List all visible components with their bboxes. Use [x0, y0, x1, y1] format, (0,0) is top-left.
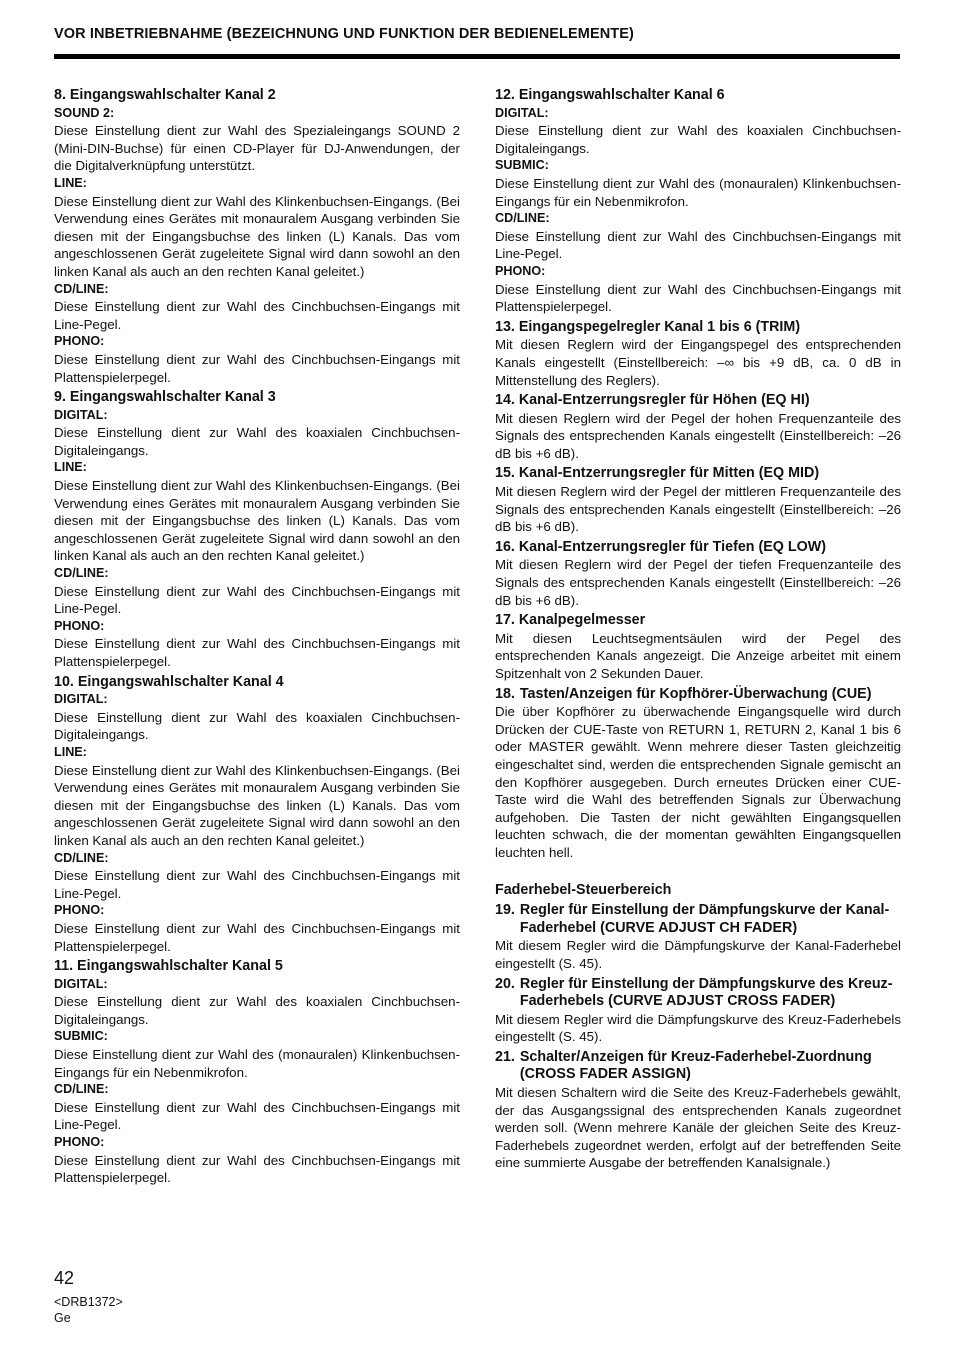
option-label: SUBMIC: [54, 1029, 108, 1044]
doc-code-text: <DRB1372> [54, 1295, 123, 1309]
option-text: Diese Einstellung dient zur Wahl des Cinchbuchsen-Eingangs mit Plattenspielerpegel. [495, 281, 901, 315]
section-title: 14. Kanal-Entzerrungsregler für Höhen (EQ HI) [495, 392, 810, 409]
option-text: Diese Einstellung dient zur Wahl des Klinkenbuchsen-Eingangs. (Bei Verwendung eines Gerätes mit monauralem Ausgang verbinden Sie diesen mit der Eingangsbuchse des linken (L) Kanals. Das vom angeschlossenen Gerät zugeleitete Signal wird dann sowohl an den linken Kanal als auch an den rechten Kanal geleitet.) [54, 762, 460, 848]
option-label: PHONO: [54, 334, 105, 349]
section-9 [54, 389, 460, 671]
section-21 [495, 1049, 901, 1172]
section-text: Mit diesen Leuchtsegmentsäulen wird der Pegel des entsprechenden Kanals angezeigt. Die Anzeige arbeitet mit einem Spitzenhalt von 2 Sekunden Dauer. [495, 630, 901, 681]
document-code [54, 1294, 123, 1326]
section-title [495, 976, 901, 1011]
option-label: PHONO: [54, 618, 105, 633]
option-label: SUBMIC: [495, 158, 549, 173]
option-text: Diese Einstellung dient zur Wahl des Cinchbuchsen-Eingangs mit Line-Pegel. [495, 228, 901, 262]
option-label: SOUND 2: [54, 105, 115, 120]
section-11 [54, 958, 460, 1187]
section-17 [495, 612, 901, 682]
section-title-text: Tasten/Anzeigen für Kopfhörer-Überwachung (CUE) [519, 685, 872, 702]
section-text: Mit diesem Regler wird die Dämpfungskurve des Kreuz-Faderhebels eingestellt (S. 45). [495, 1011, 901, 1045]
language-code: Ge [54, 1311, 71, 1325]
header-rule [54, 54, 900, 59]
option-text: Diese Einstellung dient zur Wahl des koaxialen Cinchbuchsen-Digitaleingangs. [54, 709, 460, 743]
option-label: CD/LINE: [54, 566, 109, 581]
group-title: Faderhebel-Steuerbereich [495, 881, 672, 898]
section-title: 13. Eingangspegelregler Kanal 1 bis 6 (TRIM) [495, 318, 801, 335]
option-text: Diese Einstellung dient zur Wahl des Klinkenbuchsen-Eingangs. (Bei Verwendung eines Gerätes mit monauralem Ausgang verbinden Sie diesen mit der Eingangsbuchse des linken (L) Kanals. Das vom angeschlossenen Gerät zugeleitete Signal wird dann sowohl an den linken Kanal als auch an den rechten Kanal geleitet.) [54, 193, 460, 279]
option-label: PHONO: [54, 903, 105, 918]
option-text: Diese Einstellung dient zur Wahl des Cinchbuchsen-Eingangs mit Plattenspielerpegel. [54, 920, 460, 954]
option-label: LINE: [54, 744, 87, 759]
section-title: 8. Eingangswahlschalter Kanal 2 [54, 87, 276, 103]
option-text: Diese Einstellung dient zur Wahl des koaxialen Cinchbuchsen-Digitaleingangs. [54, 994, 460, 1027]
section-number: 18. [495, 685, 515, 702]
section-14 [495, 392, 901, 462]
section-text: Mit diesen Reglern wird der Pegel der tiefen Frequenzanteile des Signals des entsprechenden Kanals eingestellt (Einstellbereich: –26 dB bis +6 dB). [495, 557, 901, 608]
page-header-title: VOR INBETRIEBNAHME (BEZEICHNUNG UND FUNKTION DER BEDIENELEMENTE) [54, 26, 634, 42]
option-label: PHONO: [495, 263, 546, 278]
section-title-text: Schalter/Anzeigen für Kreuz-Faderhebel-Zuordnung (CROSS FADER ASSIGN) [519, 1048, 872, 1083]
section-text: Die über Kopfhörer zu überwachende Eingangsquelle wird durch Drücken der CUE-Taste von RETURN 1, RETURN 2, Kanal 1 bis 6 oder MASTER gewählt. Wenn mehrere dieser Tasten gleichzeitig eingeschaltet sind, werden die entsprechenden Signale gemischt an den Kopfhörer ausgegeben. Durch erneutes Drücken einer CUE-Taste wird die Wahl des betreffenden Signals zur Überwachung aufgehoben. Die Tasten der nicht gewählten Eingangsquellen leuchten schwach, die der momentan gewählten Eingangsquellen leuchten hell. [495, 704, 901, 860]
section-8 [54, 87, 460, 386]
section-18 [495, 686, 901, 862]
section-text: Mit diesen Reglern wird der Pegel der hohen Frequenzanteile des Signals des entsprechenden Kanals eingestellt (Einstellbereich: –26 dB bis +6 dB). [495, 410, 901, 461]
section-title: 10. Eingangswahlschalter Kanal 4 [54, 673, 284, 690]
section-number: 20. [495, 975, 515, 992]
option-text: Diese Einstellung dient zur Wahl des koaxialen Cinchbuchsen-Digitaleingangs. [54, 425, 460, 458]
option-label: PHONO: [54, 1135, 105, 1150]
section-text: Mit diesen Reglern wird der Eingangspegel des entsprechenden Kanals eingestellt (Einstellbereich: –∞ bis +9 dB, ca. 0 dB in Mittenstellung des Reglers). [495, 337, 901, 388]
section-16 [495, 539, 901, 609]
section-title: 16. Kanal-Entzerrungsregler für Tiefen (EQ LOW) [495, 538, 826, 555]
option-label: DIGITAL: [54, 407, 108, 422]
option-text: Diese Einstellung dient zur Wahl des Cinchbuchsen-Eingangs mit Plattenspielerpegel. [54, 1152, 460, 1186]
option-label: CD/LINE: [495, 211, 550, 226]
option-label: DIGITAL: [54, 692, 108, 707]
section-title: 15. Kanal-Entzerrungsregler für Mitten (EQ MID) [495, 465, 820, 482]
option-label: CD/LINE: [54, 850, 109, 865]
section-title-text: Regler für Einstellung der Dämpfungskurve des Kreuz-Faderhebels (CURVE ADJUST CROSS FADER) [519, 975, 893, 1010]
option-label: CD/LINE: [54, 281, 109, 296]
section-title: 9. Eingangswahlschalter Kanal 3 [54, 389, 276, 406]
option-text: Diese Einstellung dient zur Wahl des Cinchbuchsen-Eingangs mit Line-Pegel. [54, 299, 460, 332]
section-title-text: Regler für Einstellung der Dämpfungskurve der Kanal-Faderhebel (CURVE ADJUST CH FADER) [519, 902, 890, 936]
option-label: LINE: [54, 460, 87, 475]
section-title [495, 902, 901, 937]
option-text: Diese Einstellung dient zur Wahl des Cinchbuchsen-Eingangs mit Line-Pegel. [54, 868, 460, 901]
section-text: Mit diesen Schaltern wird die Seite des Kreuz-Faderhebels gewählt, der das Ausgangssignal des entsprechenden Kanals zugeordnet werden soll. (Wenn mehrere Kanäle der gleichen Seite des Kreuz-Faderhebels zugeordnet werden, erfolgt auf der betreffenden Seite eine summierte Ausgabe der betreffenden Kanalsignale.) [495, 1085, 901, 1171]
section-text: Mit diesen Reglern wird der Pegel der mittleren Frequenzanteile des Signals des entsprechenden Kanals eingestellt (Einstellbereich: –26 dB bis +6 dB). [495, 484, 901, 535]
section-text: Mit diesem Regler wird die Dämpfungskurve der Kanal-Faderhebel eingestellt (S. 45). [495, 938, 901, 971]
option-text: Diese Einstellung dient zur Wahl des Cinchbuchsen-Eingangs mit Line-Pegel. [54, 583, 460, 617]
option-text: Diese Einstellung dient zur Wahl des Cinchbuchsen-Eingangs mit Plattenspielerpegel. [54, 636, 460, 669]
left-column [54, 87, 460, 1190]
section-10 [54, 674, 460, 956]
right-column [495, 87, 901, 1175]
option-text: Diese Einstellung dient zur Wahl des Klinkenbuchsen-Eingangs. (Bei Verwendung eines Gerätes mit monauralem Ausgang verbinden Sie diesen mit der Eingangsbuchse des linken (L) Kanals. Das vom angeschlossenen Gerät zugeleitete Signal wird dann sowohl an den linken Kanal als auch an den rechten Kanal geleitet.) [54, 478, 460, 564]
section-title [495, 1049, 901, 1084]
section-12 [495, 87, 901, 316]
section-number: 21. [495, 1048, 515, 1065]
section-20 [495, 976, 901, 1046]
section-title: 12. Eingangswahlschalter Kanal 6 [495, 87, 725, 103]
section-title [495, 686, 901, 704]
section-title: 17. Kanalpegelmesser [495, 612, 646, 629]
option-text: Diese Einstellung dient zur Wahl des Spezialeingangs SOUND 2 (Mini-DIN-Buchse) für einen CD-Player für DJ-Anwendungen, der die Digitalverknüpfung unterstützt. [54, 123, 460, 174]
section-15 [495, 465, 901, 535]
option-text: Diese Einstellung dient zur Wahl des (monauralen) Klinkenbuchsen-Eingangs für ein Nebenmikrofon. [54, 1047, 460, 1080]
option-label: LINE: [54, 175, 87, 190]
page-number: 42 [54, 1268, 75, 1288]
option-text: Diese Einstellung dient zur Wahl des Cinchbuchsen-Eingangs mit Line-Pegel. [54, 1099, 460, 1133]
option-label: DIGITAL: [54, 976, 108, 991]
option-label: DIGITAL: [495, 105, 549, 120]
option-label: CD/LINE: [54, 1082, 109, 1097]
option-text: Diese Einstellung dient zur Wahl des Cinchbuchsen-Eingangs mit Plattenspielerpegel. [54, 351, 460, 385]
section-number: 19. [495, 902, 515, 919]
section-13 [495, 319, 901, 389]
option-text: Diese Einstellung dient zur Wahl des koaxialen Cinchbuchsen-Digitaleingangs. [495, 123, 901, 156]
section-19 [495, 902, 901, 972]
option-text: Diese Einstellung dient zur Wahl des (monauralen) Klinkenbuchsen-Eingangs für ein Nebenmikrofon. [495, 175, 901, 209]
section-title: 11. Eingangswahlschalter Kanal 5 [54, 958, 283, 975]
